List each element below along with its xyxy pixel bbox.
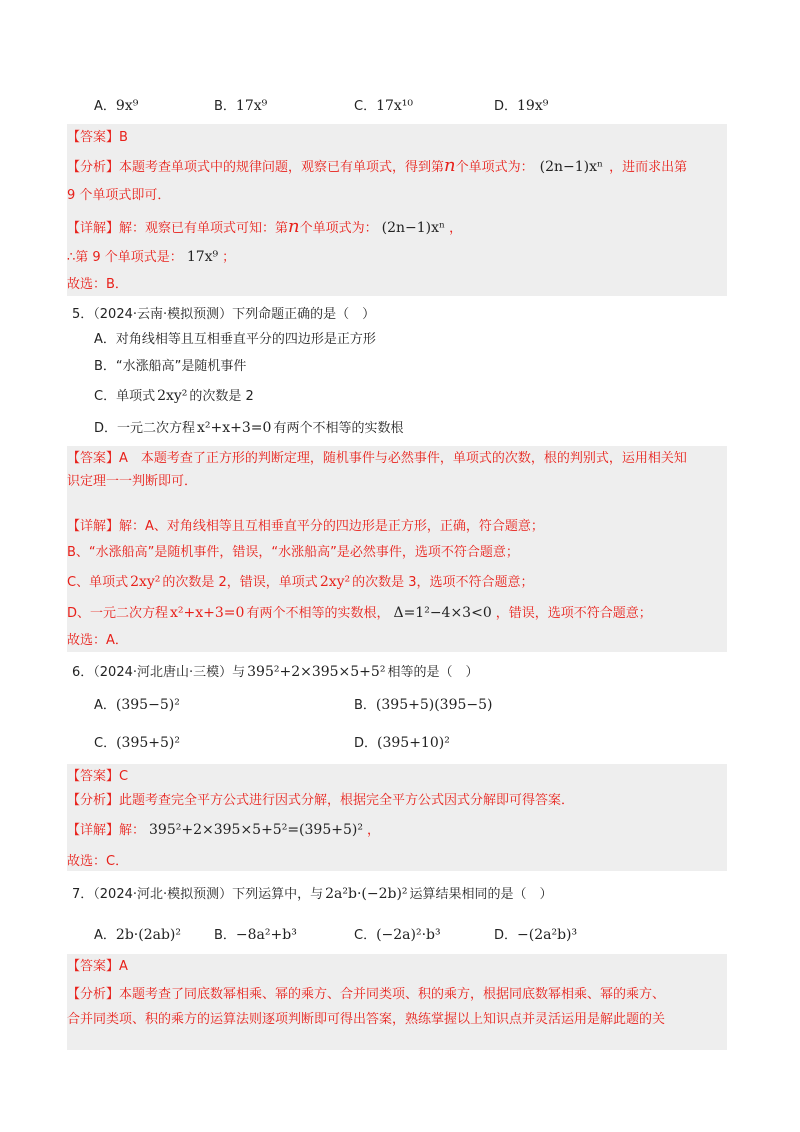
option-letter: C． — [354, 99, 377, 114]
option-text: D．一元二次方程 — [94, 421, 196, 436]
detail-formula: x²+x+3=0 — [170, 605, 245, 621]
q6-answer: 【答案】C — [67, 769, 129, 784]
option-letter: A． — [94, 928, 116, 943]
option-expr: 17x¹⁰ — [376, 98, 414, 114]
q7-stem — [72, 884, 553, 905]
detail-formula: Δ=1²−4×3<0 — [393, 605, 492, 621]
option-expr: (395+5)² — [116, 735, 180, 751]
q4-option-a — [94, 96, 138, 117]
q6-option-b — [354, 695, 493, 716]
q7-option-c — [354, 925, 441, 946]
detail-text: 有两个不相等的实数根， — [246, 606, 390, 621]
stem-text: 运算结果相同的是（ ） — [409, 887, 553, 902]
detail-formula: (2n−1)xⁿ — [381, 220, 446, 236]
q5-answer-line-2: 识定理一一判断即可． — [67, 474, 198, 489]
detail-formula: 2xy² — [130, 574, 161, 590]
detail-text: 的次数是 3，选项不符合题意； — [352, 575, 534, 590]
q6-option-c — [94, 733, 180, 754]
option-expr: 17x⁹ — [235, 98, 268, 114]
therefore-text: ∴第 9 个单项式是： — [67, 250, 183, 265]
q6-choose: 故选：C． — [67, 854, 129, 869]
q7-analysis-line-2: 合并同类项、积的乘方的运算法则逐项判断即可得出答案，熟练掌握以上知识点并灵活运用是解此题的关 — [67, 1012, 666, 1027]
option-expr: 19x⁹ — [517, 98, 549, 114]
option-letter: C． — [354, 928, 377, 943]
detail-text: D、一元二次方程 — [67, 606, 169, 621]
q5-stem: 5．（2024·云南·模拟预测）下列命题正确的是（ ） — [72, 307, 376, 322]
q7-option-b — [214, 925, 297, 946]
q4-therefore — [67, 247, 235, 268]
q5-option-b: B．“水涨船高”是随机事件 — [94, 359, 247, 374]
stem-formula: 395²+2×395×5+5² — [247, 664, 386, 680]
q5-detail-b: B、“水涨船高”是随机事件，错误，“水涨船高”是必然事件，选项不符合题意； — [67, 545, 519, 560]
q5-option-a: A．对角线相等且互相垂直平分的四边形是正方形 — [94, 332, 376, 347]
q5-detail-c — [67, 572, 534, 593]
option-letter: C． — [94, 736, 117, 751]
q6-option-d — [354, 733, 450, 754]
detail-text: 【详解】解： — [67, 823, 146, 838]
option-letter: D． — [354, 736, 378, 751]
option-expr: (395−5)² — [115, 697, 180, 713]
q7-answer: 【答案】A — [67, 959, 128, 974]
q4-option-c — [354, 96, 413, 117]
detail-text: ，错误，选项不符合题意； — [495, 606, 652, 621]
q7-option-d — [494, 925, 577, 946]
option-letter: A． — [94, 99, 116, 114]
option-letter: B． — [214, 928, 236, 943]
option-formula: 2xy² — [157, 388, 188, 404]
q4-answer-block — [67, 124, 727, 296]
detail-formula: 395²+2×395×5+5²=(395+5)² — [149, 822, 363, 838]
q6-analysis: 【分析】此题考查完全平方公式进行因式分解，根据完全平方公式因式分解即可得答案． — [67, 793, 575, 808]
q4-detail — [67, 217, 462, 239]
q5-detail-d — [67, 603, 652, 624]
q4-answer: 【答案】B — [67, 130, 128, 145]
q5-detail-a: 【详解】解：A、对角线相等且互相垂直平分的四边形是正方形，正确，符合题意； — [67, 519, 544, 534]
detail-text: 个单项式为： — [299, 221, 378, 236]
detail-text: 的次数是 2，错误，单项式 — [162, 575, 318, 590]
q6-detail — [67, 820, 380, 841]
stem-formula: 2a²b·(−2b)² — [325, 886, 408, 902]
detail-text: C、单项式 — [67, 575, 129, 590]
option-text: 的次数是 2 — [189, 389, 254, 404]
q7-option-a — [94, 925, 181, 946]
analysis-text: ，进而求出第 — [609, 160, 688, 175]
option-expr: −8a²+b³ — [235, 927, 297, 943]
q5-choose: 故选：A． — [67, 633, 128, 648]
analysis-n: n — [444, 155, 456, 176]
q4-option-d — [494, 96, 548, 117]
detail-formula: 2xy² — [319, 574, 351, 590]
q5-option-d — [94, 418, 403, 439]
detail-text: ， — [449, 221, 463, 236]
option-letter: D． — [494, 928, 518, 943]
detail-n: n — [288, 216, 300, 237]
analysis-text: 个单项式为： — [455, 160, 534, 175]
option-letter: D． — [494, 99, 518, 114]
option-letter: A． — [94, 698, 116, 713]
q5-answer-line-1: 【答案】A 本题考查了正方形的判断定理，随机事件与必然事件，单项式的次数，根的判别式，运用相关知 — [67, 451, 687, 466]
option-text: 有两个不相等的实数根 — [273, 421, 404, 436]
therefore-text: ； — [222, 250, 236, 265]
q5-option-c — [94, 386, 254, 407]
analysis-text: 【分析】本题考查单项式中的规律问题，观察已有单项式，得到第 — [67, 160, 445, 175]
q6-stem — [72, 662, 478, 683]
stem-text: 相等的是（ ） — [387, 665, 479, 680]
q4-analysis-line-2: 9 个单项式即可． — [67, 188, 171, 203]
detail-text: ， — [366, 823, 380, 838]
q6-option-a — [94, 695, 180, 716]
q4-analysis-line-1 — [67, 156, 687, 178]
q6-answer-block — [67, 764, 727, 871]
stem-text: 6．（2024·河北唐山·三模）与 — [72, 665, 246, 680]
q7-analysis-line-1: 【分析】本题考查了同底数幂相乘、幂的乘方、合并同类项、积的乘方，根据同底数幂相乘、幂的乘方、 — [67, 987, 666, 1002]
option-expr: (395+5)(395−5) — [375, 697, 493, 713]
option-expr: 9x⁹ — [115, 98, 139, 114]
option-expr: (−2a)²·b³ — [376, 927, 441, 943]
option-letter: B． — [354, 698, 376, 713]
q4-option-b — [214, 96, 267, 117]
option-formula: x²+x+3=0 — [197, 420, 272, 436]
option-expr: (395+10)² — [377, 735, 450, 751]
option-expr: 2b·(2ab)² — [115, 927, 181, 943]
option-text: C．单项式 — [94, 389, 156, 404]
detail-text: 【详解】解：观察已有单项式可知：第 — [67, 221, 289, 236]
stem-text: 7．（2024·河北·模拟预测）下列运算中，与 — [72, 887, 324, 902]
analysis-formula: (2n−1)xⁿ — [539, 159, 604, 175]
q4-choose: 故选：B． — [67, 277, 128, 292]
option-letter: B． — [214, 99, 236, 114]
option-expr: −(2a²b)³ — [517, 927, 578, 943]
therefore-formula: 17x⁹ — [186, 249, 219, 265]
